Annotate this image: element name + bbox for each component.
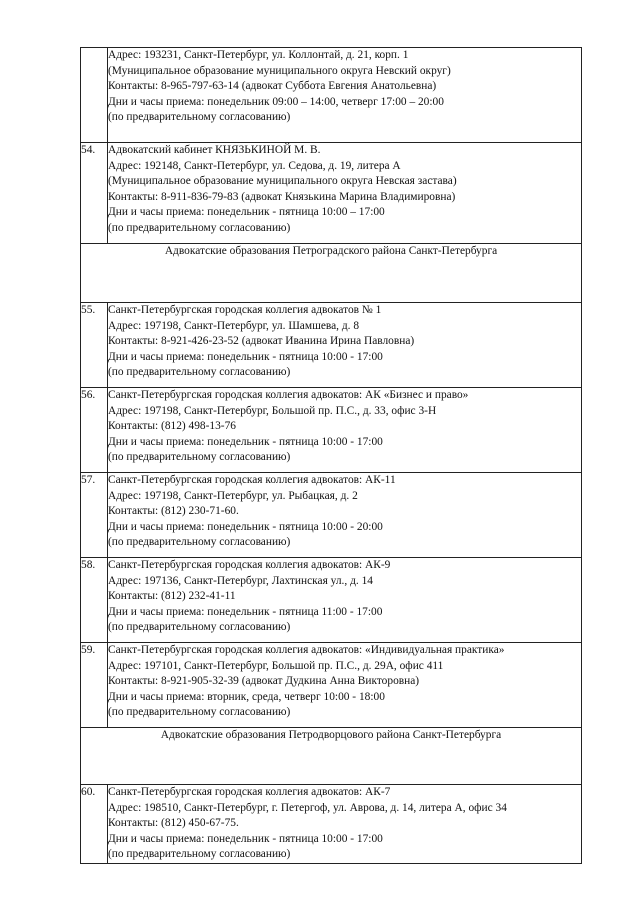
row-number: 58. <box>81 558 108 643</box>
table-row <box>81 473 582 558</box>
entry-cell <box>108 303 582 388</box>
entry-line: (Муниципальное образование муниципального округа Невская застава) <box>108 175 457 187</box>
row-number: 55. <box>81 303 108 388</box>
entry-line: (по предварительному согласованию) <box>108 621 291 633</box>
section-heading-row <box>81 244 582 303</box>
entry-line: (по предварительному согласованию) <box>108 366 291 378</box>
table-row <box>81 388 582 473</box>
entry-line: Контакты: 8-911-836-79-83 (адвокат Князькина Марина Владимировна) <box>108 190 456 203</box>
section-heading-row <box>81 728 582 785</box>
entry-line: Санкт-Петербургская городская коллегия адвокатов: АК «Бизнес и право» <box>108 389 469 401</box>
entry-line: Дни и часы приема: понедельник - пятница 10:00 – 17:00 <box>108 206 385 218</box>
entry-line: Адрес: 197198, Санкт-Петербург, ул. Шамшева, д. 8 <box>108 319 360 332</box>
entry-line: Дни и часы приема: понедельник 09:00 – 14:00, четверг 17:00 – 20:00 <box>108 95 444 108</box>
entry-line: Дни и часы приема: вторник, среда, четверг 10:00 - 18:00 <box>108 690 385 703</box>
entry-line: Санкт-Петербургская городская коллегия адвокатов: АК-9 <box>108 559 391 571</box>
entry-line: Дни и часы приема: понедельник - пятница 10:00 - 17:00 <box>108 832 383 845</box>
entry-cell <box>108 388 582 473</box>
row-number: 60. <box>81 785 108 864</box>
section-heading: Адвокатские образования Петроградского района Санкт-Петербурга <box>81 244 582 303</box>
entry-line: Адрес: 197198, Санкт-Петербург, ул. Рыбацкая, д. 2 <box>108 489 358 502</box>
table-row <box>81 558 582 643</box>
entry-line: Адрес: 197136, Санкт-Петербург, Лахтинская ул., д. 14 <box>108 574 373 587</box>
entry-line: Дни и часы приема: понедельник - пятница 10:00 - 17:00 <box>108 435 383 448</box>
entry-line: (по предварительному согласованию) <box>108 848 291 860</box>
entry-line: Контакты: 8-965-797-63-14 (адвокат Суббота Евгения Анатольевна) <box>108 80 437 92</box>
entry-line: Контакты: 8-921-905-32-39 (адвокат Дудкина Анна Викторовна) <box>108 675 420 687</box>
entry-line: Адрес: 197101, Санкт-Петербург, Большой пр. П.С., д. 29А, офис 411 <box>108 659 444 672</box>
row-number <box>81 48 108 143</box>
row-number: 56. <box>81 388 108 473</box>
entry-line: (по предварительному согласованию) <box>108 706 291 718</box>
entry-line: Контакты: 8-921-426-23-52 (адвокат Иванина Ирина Павловна) <box>108 335 415 347</box>
table-row <box>81 303 582 388</box>
row-number: 57. <box>81 473 108 558</box>
entry-line: Дни и часы приема: понедельник - пятница 10:00 - 20:00 <box>108 520 383 533</box>
entry-line: Адрес: 192148, Санкт-Петербург, ул. Седова, д. 19, литера А <box>108 159 401 172</box>
entry-line: Санкт-Петербургская городская коллегия адвокатов: АК-7 <box>108 786 391 798</box>
table-row <box>81 643 582 728</box>
entry-cell <box>108 558 582 643</box>
section-heading: Адвокатские образования Петродворцового района Санкт-Петербурга <box>81 728 582 785</box>
table-row <box>81 785 582 864</box>
entry-line: Адрес: 193231, Санкт-Петербург, ул. Коллонтай, д. 21, корп. 1 <box>108 49 409 61</box>
entry-line: (по предварительному согласованию) <box>108 451 291 463</box>
entry-line: (Муниципальное образование муниципального округа Невский округ) <box>108 64 451 77</box>
entry-line: Санкт-Петербургская городская коллегия адвокатов: «Индивидуальная практика» <box>108 644 505 656</box>
entry-line: Контакты: (812) 232-41-11 <box>108 590 236 602</box>
entry-line: Адрес: 197198, Санкт-Петербург, Большой пр. П.С., д. 33, офис 3-Н <box>108 404 437 417</box>
entry-line: Адвокатский кабинет КНЯЗЬКИНОЙ М. В. <box>108 144 321 156</box>
entry-line: Адрес: 198510, Санкт-Петербург, г. Петергоф, ул. Аврова, д. 14, литера А, офис 34 <box>108 801 507 814</box>
entry-line: Санкт-Петербургская городская коллегия адвокатов № 1 <box>108 304 382 316</box>
entry-cell <box>108 143 582 244</box>
row-number: 59. <box>81 643 108 728</box>
entry-cell <box>108 48 582 143</box>
entry-line: Контакты: (812) 498-13-76 <box>108 420 236 432</box>
entry-line: Санкт-Петербургская городская коллегия адвокатов: АК-11 <box>108 474 396 486</box>
entry-line: Дни и часы приема: понедельник - пятница 11:00 - 17:00 <box>108 605 383 618</box>
entry-line: Контакты: (812) 450-67-75. <box>108 817 239 829</box>
entry-line: (по предварительному согласованию) <box>108 111 291 123</box>
entry-cell <box>108 643 582 728</box>
table-row <box>81 48 582 143</box>
entry-line: Контакты: (812) 230-71-60. <box>108 505 239 517</box>
entry-line: (по предварительному согласованию) <box>108 536 291 548</box>
entry-cell <box>108 785 582 864</box>
lawyers-table <box>80 47 582 864</box>
entry-line: Дни и часы приема: понедельник - пятница 10:00 - 17:00 <box>108 350 383 363</box>
row-number: 54. <box>81 143 108 244</box>
entry-line: (по предварительному согласованию) <box>108 221 291 234</box>
table-row <box>81 143 582 244</box>
entry-cell <box>108 473 582 558</box>
